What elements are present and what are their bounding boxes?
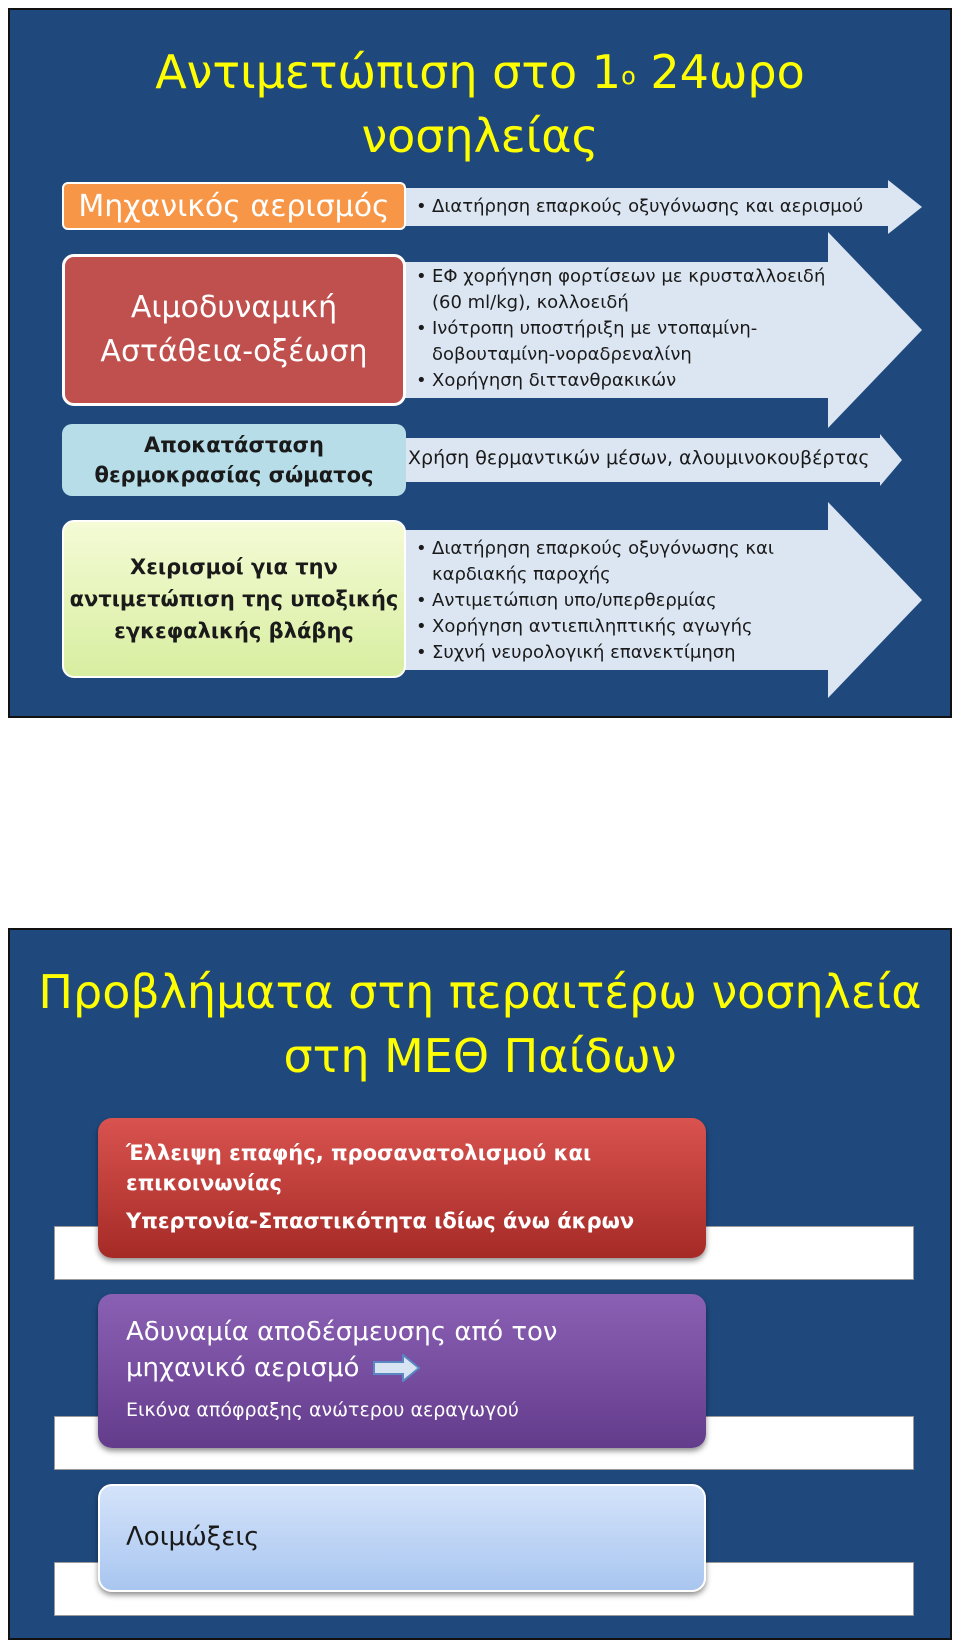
- box1-line2: επικοινωνίας: [126, 1171, 282, 1195]
- box2-line2: μηχανικό αερισμό: [126, 1353, 360, 1383]
- bullet-item: • Χορήγηση διττανθρακικών: [432, 368, 832, 394]
- bullet-item: • ΕΦ χορήγηση φορτίσεων με κρυσταλλοειδή (60 ml/kg), κολλοειδή: [432, 264, 832, 316]
- bullet-item: • Συχνή νευρολογική επανεκτίμηση: [432, 640, 832, 666]
- problem-box-weaning: [98, 1294, 706, 1448]
- slide-2: [8, 928, 952, 1640]
- arrow-temperature: [404, 434, 904, 486]
- problem-box-contact-spasticity: [98, 1118, 706, 1258]
- box1-line3: Υπερτονία-Σπαστικότητα ιδίως άνω άκρων: [126, 1209, 635, 1233]
- bullet-item: • Ινότροπη υποστήριξη με ντοπαμίνη-δοβουταμίνη-νοραδρεναλίνη: [432, 316, 832, 368]
- arrow-hypoxic-injury: [404, 502, 924, 698]
- box2-line1: Αδυναμία αποδέσμευσης από τον: [126, 1317, 558, 1347]
- arrow-mechanical-ventilation: [404, 180, 924, 234]
- arrow-right-icon: [373, 1354, 421, 1382]
- box2-line3: Εικόνα απόφραξης ανώτερου αεραγωγού: [126, 1399, 519, 1421]
- bullet-item: • Διατήρηση επαρκούς οξυγόνωσης και καρδιακής παροχής: [432, 536, 832, 588]
- label-hemodynamic-instability: Αιμοδυναμική Αστάθεια-οξέωση: [62, 254, 406, 406]
- bullet-item: • Διατήρηση επαρκούς οξυγόνωσης και αερισμού: [432, 194, 912, 220]
- bullet-item: • Χορήγηση αντιεπιληπτικής αγωγής: [432, 614, 832, 640]
- temperature-text: Χρήση θερμαντικών μέσων, αλουμινοκουβέρτας: [408, 447, 870, 469]
- label-temperature-restoration: Αποκατάσταση θερμοκρασίας σώματος: [62, 424, 406, 496]
- slide-2-title: Προβλήματα στη περαιτέρω νοσηλεία στη ΜΕΘ Παίδων: [38, 965, 922, 1083]
- slide-1-title: Αντιμετώπιση στο $1^o$ 24ωρο νοσηλείας: [155, 45, 805, 163]
- box3-line1: Λοιμώξεις: [126, 1522, 260, 1552]
- label-hypoxic-brain-injury: Χειρισμοί για την αντιμετώπιση της υποξικής εγκεφαλικής βλάβης: [62, 520, 406, 678]
- label-mechanical-ventilation: Μηχανικός αερισμός: [62, 182, 406, 230]
- bullet-item: • Αντιμετώπιση υπο/υπερθερμίας: [432, 588, 832, 614]
- arrow-hemodynamic: [404, 232, 924, 428]
- box1-line1: Έλλειψη επαφής, προσανατολισμού και: [126, 1141, 592, 1165]
- problem-box-infections: [98, 1484, 706, 1592]
- slide-1: [8, 8, 952, 718]
